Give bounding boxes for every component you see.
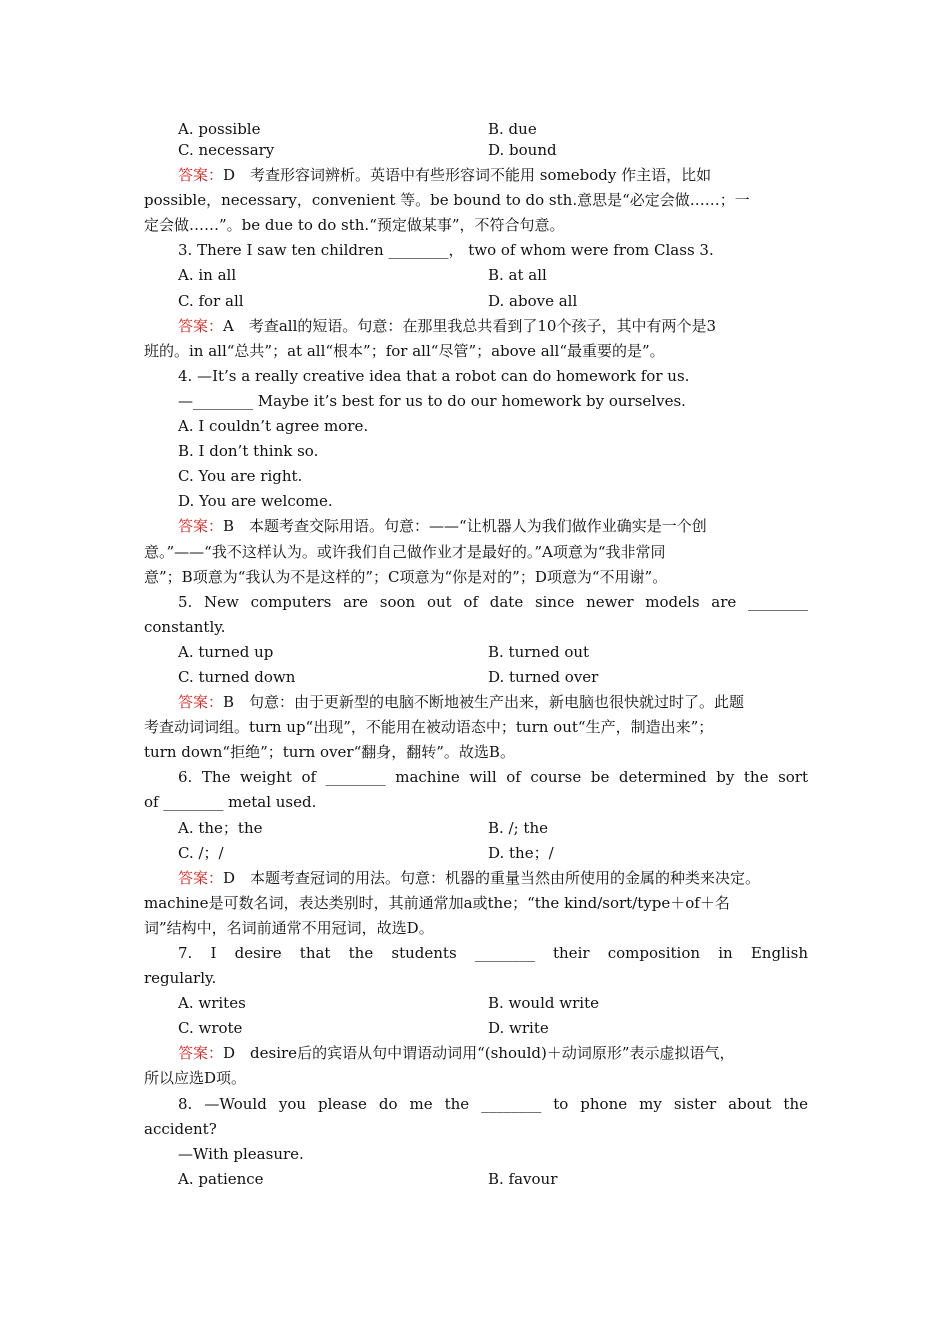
q7-answer-label: 答案： [178, 1044, 224, 1063]
q5-option-b: B. turned out [488, 642, 590, 661]
q6-option-a: A. the；the [178, 818, 263, 837]
q4-answer-text-1: B 本题考查交际用语。句意：——“让机器人为我们做作业确实是一个创 [223, 517, 707, 536]
q2-answer-text-1: D 考查形容词辨析。英语中有些形容词不能用 somebody 作主语，比如 [223, 166, 712, 185]
q3-options-row-1 [144, 263, 808, 288]
q6-option-b: B. /; the [488, 818, 548, 837]
q5-option-d: D. turned over [488, 667, 599, 686]
q7-option-d: D. write [488, 1019, 549, 1038]
q7-option-b: B. would write [488, 994, 599, 1013]
q5-answer-line-2: 考查动词词组。turn up“出现”，不能用在被动语态中；turn out“生产，制造出来”； [144, 718, 714, 737]
q4-option-a: A. I couldn’t agree more. [178, 417, 369, 436]
q6-answer-line-2: machine是可数名词，表达类别时，其前通常加a或the；“the kind/sort/type＋of＋名 [144, 893, 730, 912]
q6-option-c: C. /；/ [178, 843, 224, 862]
q8-option-b: B. favour [488, 1169, 558, 1188]
q5-stem-line-1: 5. New computers are soon out of date since newer models are ________ [178, 592, 808, 611]
q2-option-a: A. possible [178, 120, 261, 138]
q3-answer-line-2: 班的。in all“总共”；at all“根本”；for all“尽管”；above all“最重要的是”。 [144, 341, 665, 360]
q2-answer-line-1 [144, 163, 808, 188]
q3-option-a: A. in all [178, 266, 237, 285]
q8-option-a: A. patience [178, 1169, 264, 1188]
q5-stem-line-2: constantly. [144, 617, 226, 636]
q6-answer-label: 答案： [178, 868, 224, 887]
q7-stem-line-1: 7. I desire that the students ________ their composition in English [178, 944, 808, 962]
q4-option-d: D. You are welcome. [178, 492, 333, 511]
q2-answer-line-3: 定会做……”。be due to do sth.“预定做某事”，不符合句意。 [144, 216, 565, 235]
q4-answer-line-2: 意。”——“我不这样认为。或许我们自己做作业才是最好的。”A项意为“我非常同 [144, 542, 666, 561]
q6-answer-line-1 [144, 866, 808, 891]
q3-option-c: C. for all [178, 291, 244, 310]
q2-option-d: D. bound [488, 141, 557, 159]
q8-stem-line-2: accident? [144, 1119, 217, 1138]
q5-option-c: C. turned down [178, 667, 296, 686]
q2-option-c: C. necessary [178, 141, 275, 159]
q3-answer-label: 答案： [178, 316, 224, 335]
q3-option-d: D. above all [488, 291, 578, 310]
q6-stem-line-2: of ________ metal used. [144, 793, 317, 812]
q4-stem-line-2: —________ Maybe it’s best for us to do our homework by ourselves. [178, 391, 686, 410]
q5-options-row-2 [144, 665, 808, 690]
q6-options-row-1 [144, 816, 808, 841]
q7-options-row-1 [144, 991, 808, 1016]
q3-answer-text-1: A 考查all的短语。句意：在那里我总共看到了10个孩子，其中有两个是3 [223, 316, 717, 335]
q3-options-row-2 [144, 289, 808, 314]
q6-stem-line-1: 6. The weight of ________ machine will of course be determined by the sort [178, 768, 808, 787]
q7-answer-text-1: D desire后的宾语从句中谓语动词用“(should)＋动词原形”表示虚拟语气， [223, 1044, 735, 1063]
q4-option-c: C. You are right. [178, 467, 303, 486]
q5-options-row-1 [144, 640, 808, 665]
q6-answer-line-3: 词”结构中，名词前通常不用冠词，故选D。 [144, 918, 434, 937]
q3-stem: 3. There I saw ten children ________， two of whom were from Class 3. [178, 241, 714, 260]
q8-stem-line-3: —With pleasure. [178, 1144, 304, 1163]
q5-answer-line-3: turn down“拒绝”；turn over“翻身，翻转”。故选B。 [144, 743, 515, 762]
q4-answer-line-1 [144, 514, 808, 539]
q8-stem-line-1: 8. —Would you please do me the ________ to phone my sister about the [178, 1094, 808, 1113]
q2-options-row-1 [144, 120, 808, 138]
q7-options-row-2 [144, 1016, 808, 1041]
q6-options-row-2 [144, 841, 808, 866]
q7-stem-line-2: regularly. [144, 969, 217, 988]
q2-answer-label: 答案： [178, 166, 224, 185]
q6-option-d: D. the；/ [488, 843, 554, 862]
q2-option-b: B. due [488, 120, 537, 138]
q5-option-a: A. turned up [178, 642, 274, 661]
q5-answer-text-1: B 句意：由于更新型的电脑不断地被生产出来，新电脑也很快就过时了。此题 [223, 693, 745, 712]
q3-option-b: B. at all [488, 266, 547, 285]
q6-answer-text-1: D 本题考查冠词的用法。句意：机器的重量当然由所使用的金属的种类来决定。 [223, 868, 761, 887]
q7-option-a: A. writes [178, 994, 246, 1013]
q4-answer-line-3: 意”；B项意为“我认为不是这样的”；C项意为“你是对的”；D项意为“不用谢”。 [144, 567, 668, 586]
q2-answer-line-2: possible，necessary，convenient 等。be bound to do sth.意思是“必定会做……；一 [144, 191, 750, 210]
q5-answer-label: 答案： [178, 693, 224, 712]
q8-options-row-1 [144, 1167, 808, 1192]
q7-option-c: C. wrote [178, 1019, 243, 1038]
page-content [144, 120, 808, 1192]
q4-option-b: B. I don’t think so. [178, 442, 319, 461]
q7-answer-line-2: 所以应选D项。 [144, 1069, 247, 1088]
q3-answer-line-1 [144, 314, 808, 339]
q4-answer-label: 答案： [178, 517, 224, 536]
q2-options-row-2 [144, 138, 808, 163]
q7-answer-line-1 [144, 1041, 808, 1066]
q5-answer-line-1 [144, 690, 808, 715]
q4-stem-line-1: 4. —It’s a really creative idea that a robot can do homework for us. [178, 366, 690, 385]
